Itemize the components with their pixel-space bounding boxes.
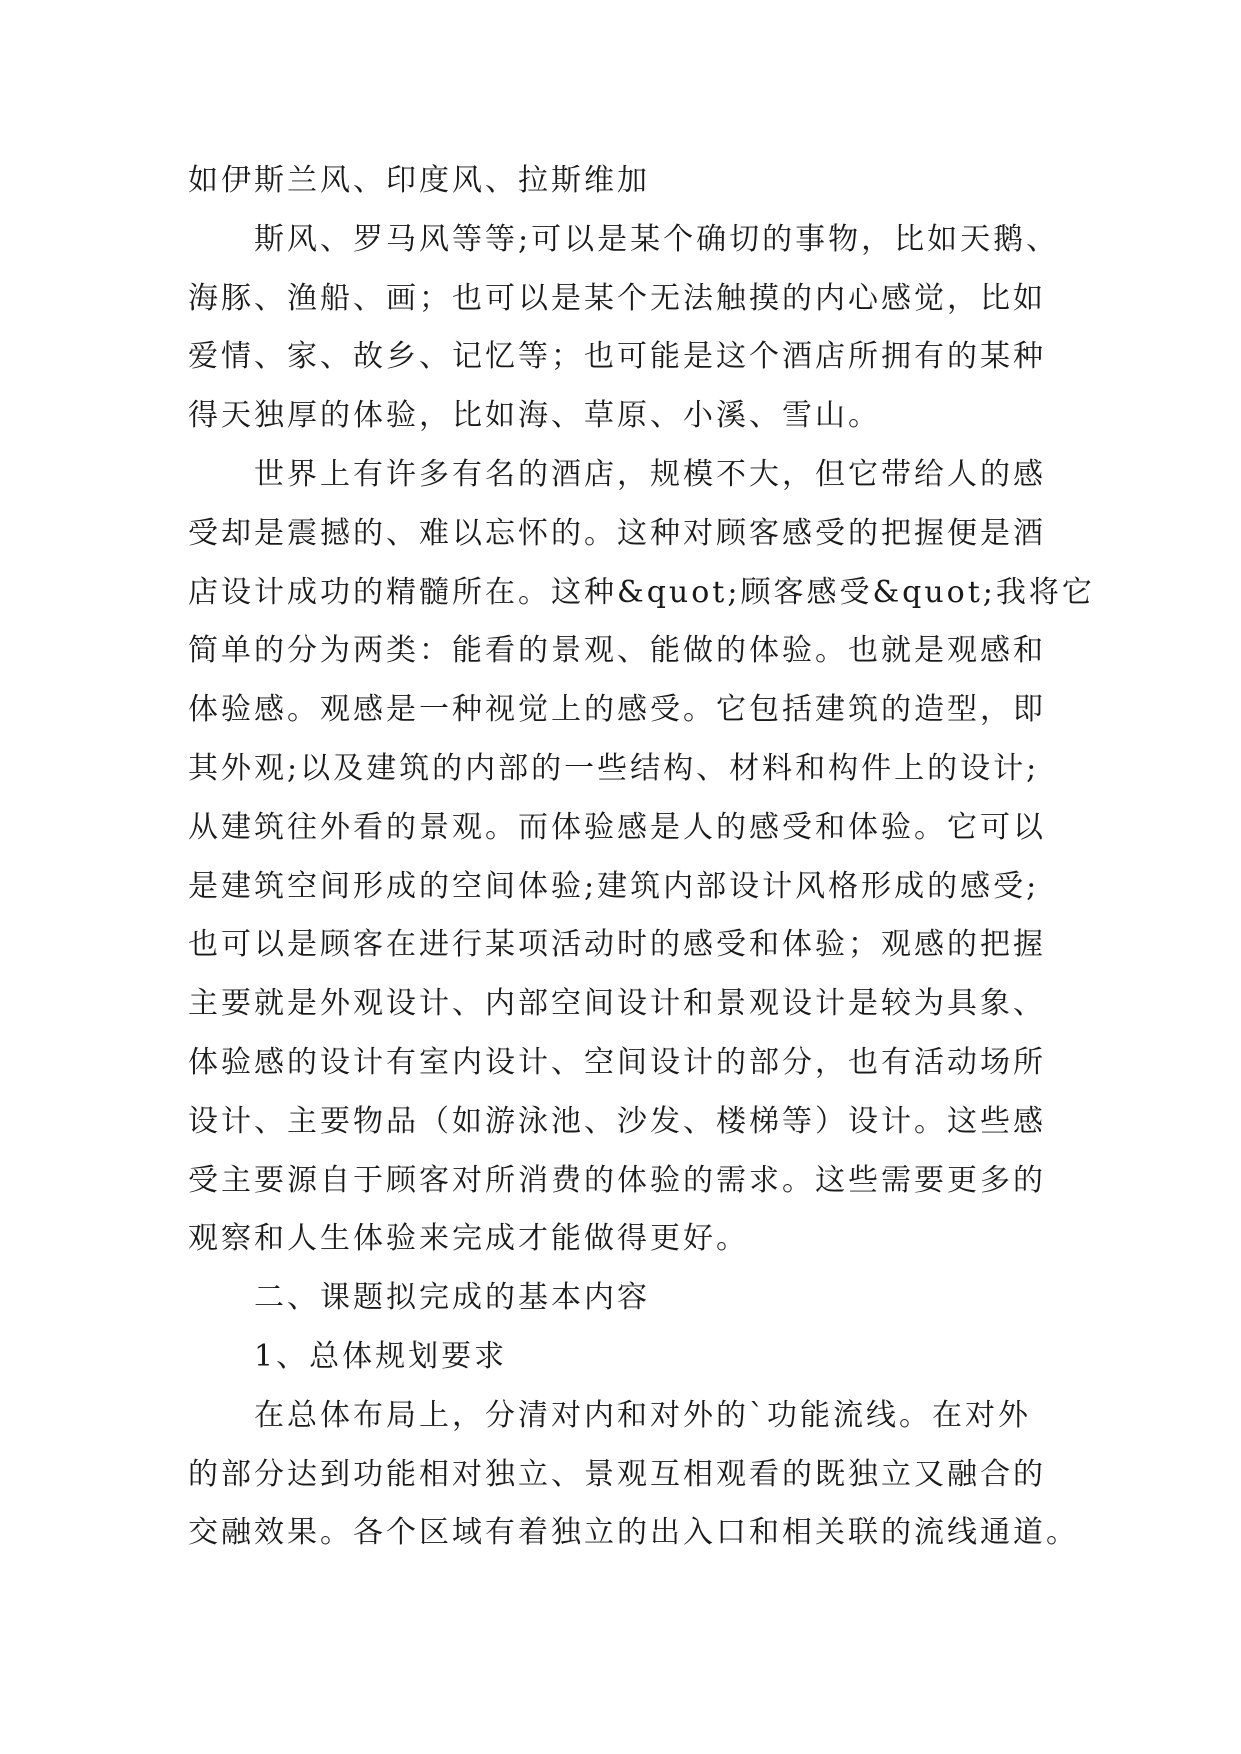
text-line: 也可以是顾客在进行某项活动时的感受和体验；观感的把握 xyxy=(188,927,1046,963)
document-body xyxy=(188,152,1095,1563)
text-line: 受主要源自于顾客对所消费的体验的需求。这些需要更多的 xyxy=(188,1162,1046,1198)
text-line: 设计、主要物品（如游泳池、沙发、楼梯等）设计。这些感 xyxy=(188,1103,1046,1139)
text-line: 如伊斯兰风、印度风、拉斯维加 xyxy=(188,163,650,198)
text-line: 受却是震撼的、难以忘怀的。这种对顾客感受的把握便是酒 xyxy=(188,515,1046,551)
text-line: 得天独厚的体验，比如海、草原、小溪、雪山。 xyxy=(188,398,881,434)
paragraph-start-line: 在总体布局上，分清对内和对外的`功能流线。在对外 xyxy=(254,1397,1031,1433)
text-line: 其外观;以及建筑的内部的一些结构、材料和构件上的设计; xyxy=(188,750,1040,786)
text-line: 是建筑空间形成的空间体验;建筑内部设计风格形成的感受; xyxy=(188,868,1040,904)
text-line: 海豚、渔船、画；也可以是某个无法触摸的内心感觉，比如 xyxy=(188,280,1046,316)
text-line: 主要就是外观设计、内部空间设计和景观设计是较为具象、 xyxy=(188,986,1046,1022)
paragraph-start-line: 世界上有许多有名的酒店，规模不大，但它带给人的感 xyxy=(254,456,1046,492)
paragraph-start-line: 斯风、罗马风等等;可以是某个确切的事物，比如天鹅、 xyxy=(254,221,1060,257)
text-line: 从建筑往外看的景观。而体验感是人的感受和体验。它可以 xyxy=(188,809,1046,845)
text-line: 体验感。观感是一种视觉上的感受。它包括建筑的造型，即 xyxy=(188,692,1046,728)
text-line: 简单的分为两类：能看的景观、能做的体验。也就是观感和 xyxy=(188,633,1046,669)
text-line: 体验感的设计有室内设计、空间设计的部分，也有活动场所 xyxy=(188,1044,1046,1080)
subsection-heading: 1、总体规划要求 xyxy=(254,1338,508,1374)
section-heading: 二、课题拟完成的基本内容 xyxy=(254,1280,650,1316)
text-line: 观察和人生体验来完成才能做得更好。 xyxy=(188,1221,749,1257)
text-line: 交融效果。各个区域有着独立的出入口和相关联的流线通道。 xyxy=(188,1515,1079,1551)
text-line: 爱情、家、故乡、记忆等；也可能是这个酒店所拥有的某种 xyxy=(188,339,1046,375)
text-line: 店设计成功的精髓所在。这种&quot;顾客感受&quot;我将它 xyxy=(188,574,1095,610)
text-line: 的部分达到功能相对独立、景观互相观看的既独立又融合的 xyxy=(188,1456,1046,1492)
